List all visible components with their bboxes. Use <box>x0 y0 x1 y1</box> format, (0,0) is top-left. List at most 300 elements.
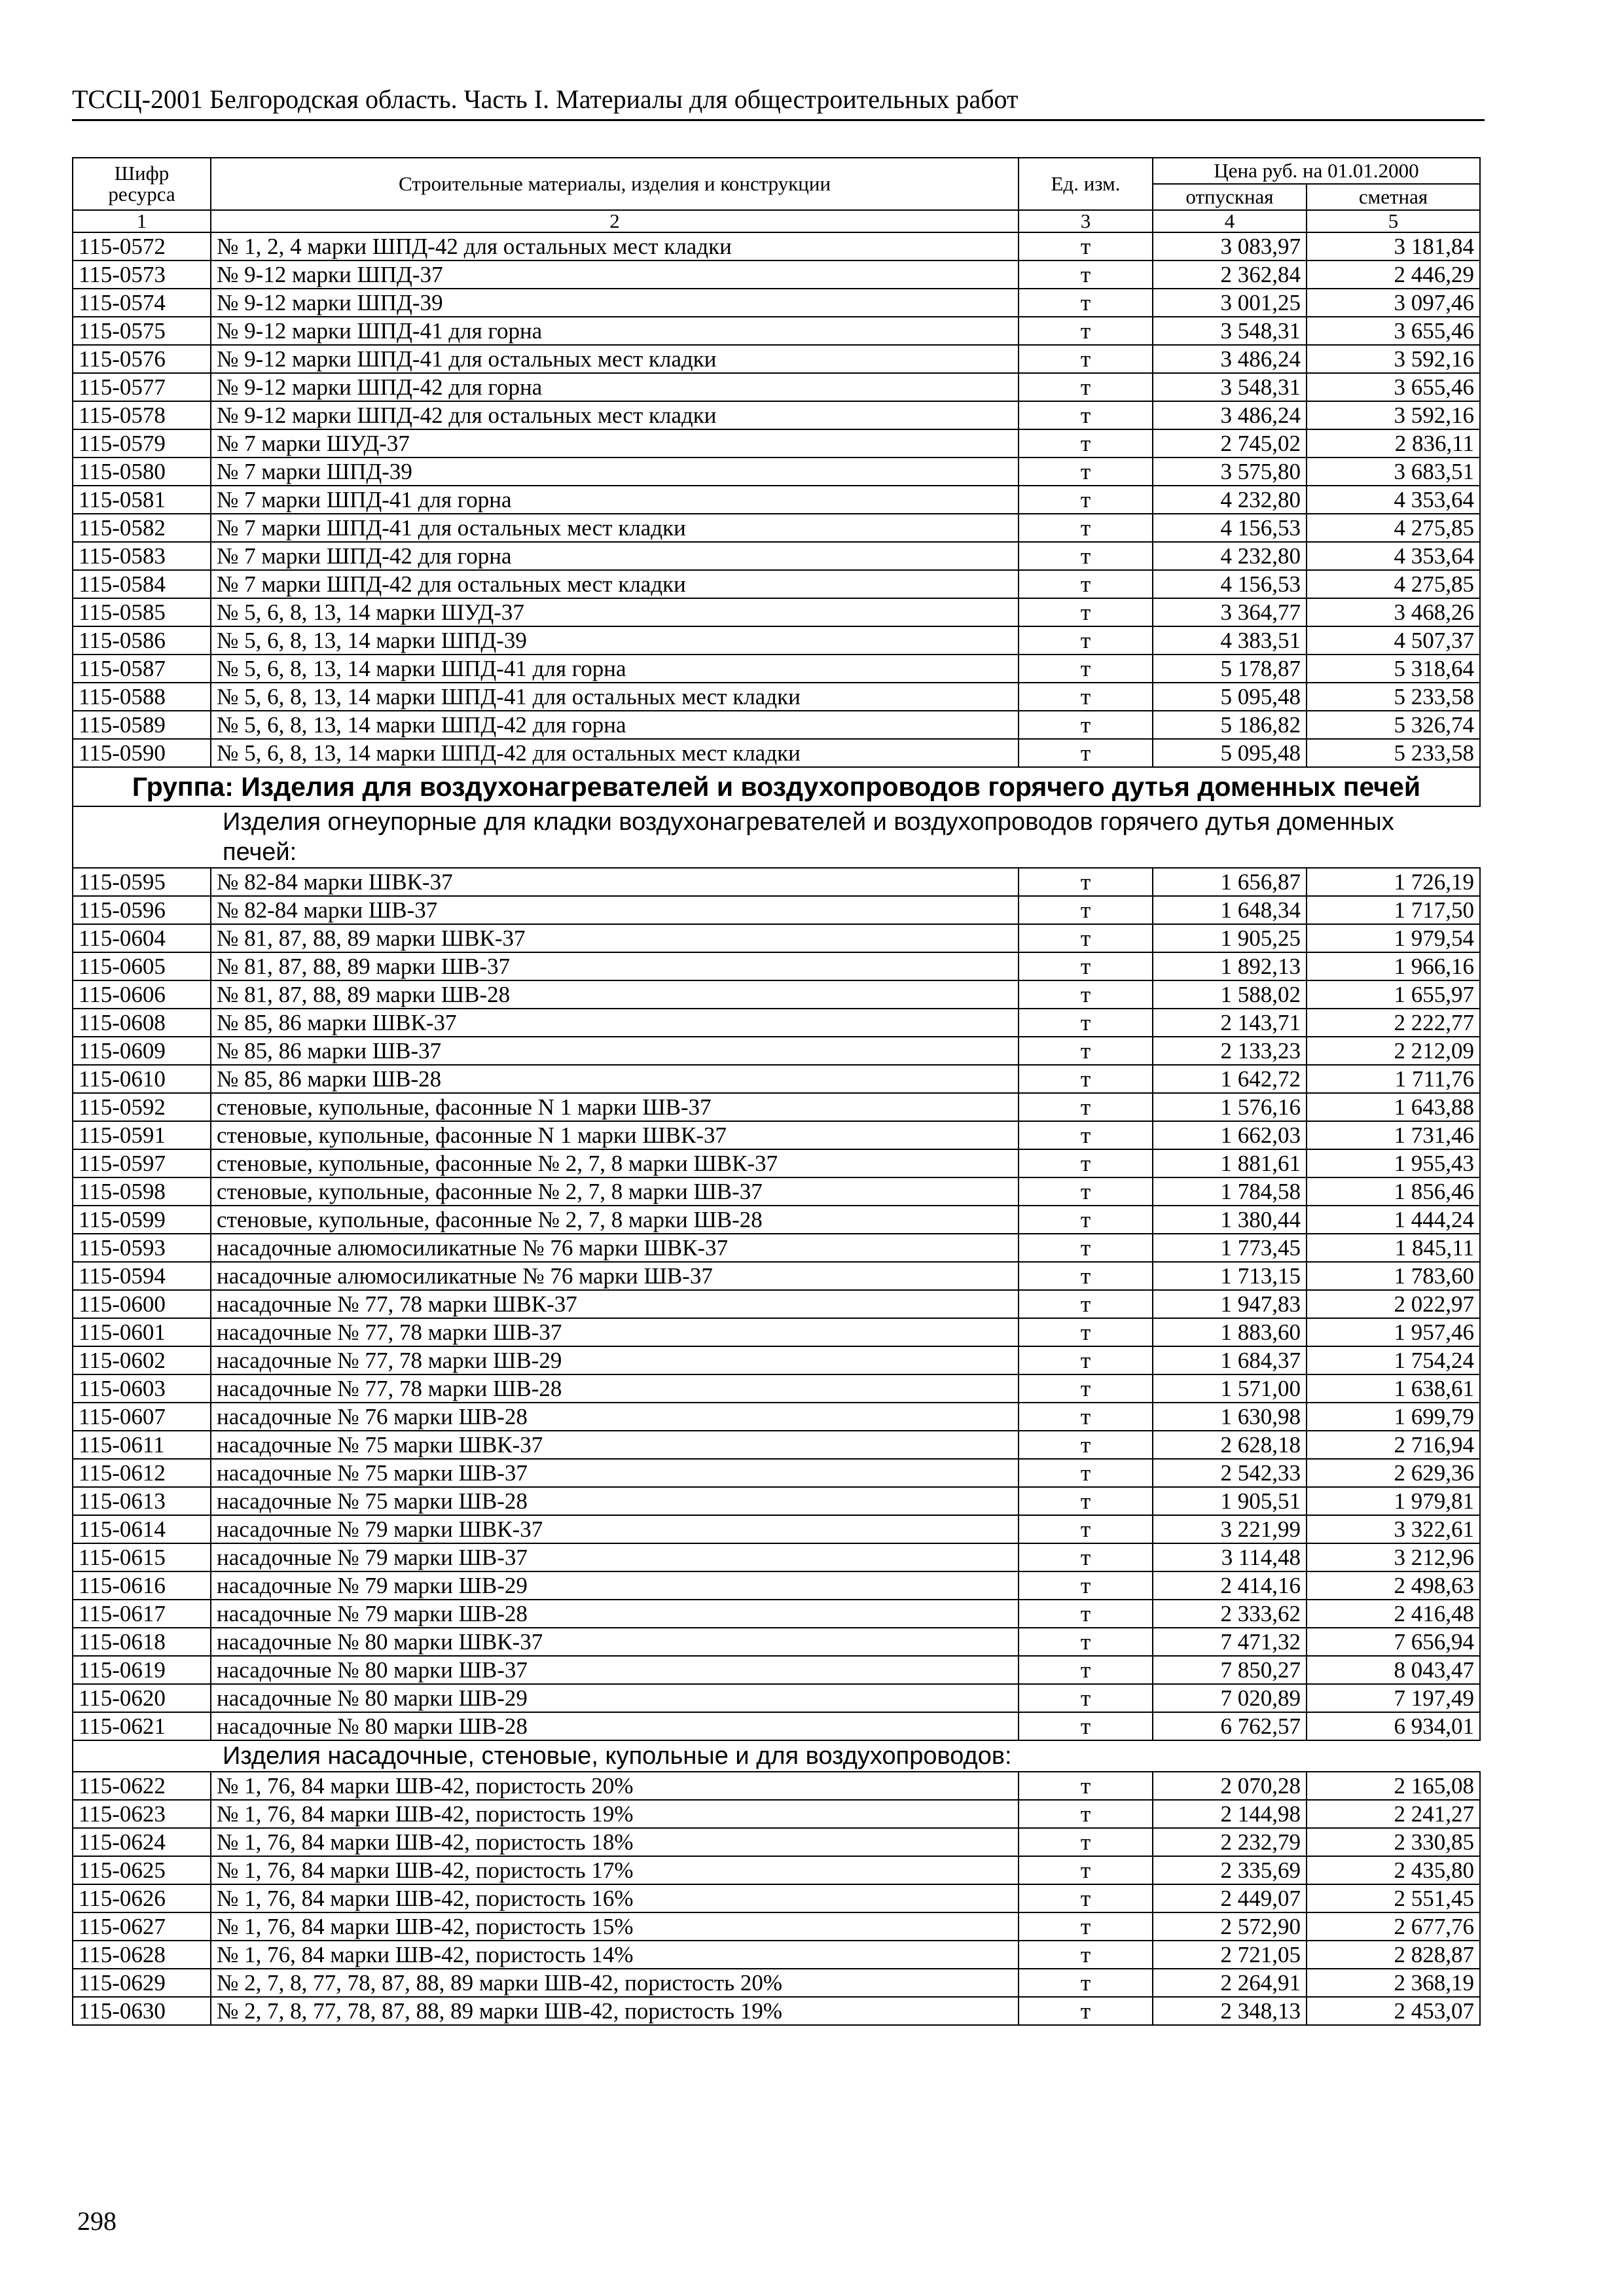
resource-code: 115-0574 <box>73 289 211 317</box>
resource-code: 115-0584 <box>73 570 211 598</box>
unit-cell: т <box>1019 1318 1153 1346</box>
price-estimate: 1 979,81 <box>1307 1487 1480 1515</box>
material-name: № 9-12 марки ШПД-41 для остальных мест кладки <box>211 345 1019 373</box>
price-estimate: 5 233,58 <box>1307 739 1480 767</box>
resource-code: 115-0612 <box>73 1459 211 1487</box>
unit-cell: т <box>1019 317 1153 345</box>
price-estimate: 3 655,46 <box>1307 317 1480 345</box>
resource-code: 115-0619 <box>73 1656 211 1684</box>
unit-cell: т <box>1019 1969 1153 1997</box>
material-name: № 7 марки ШПД-42 для горна <box>211 542 1019 570</box>
material-name: № 2, 7, 8, 77, 78, 87, 88, 89 марки ШВ-42, пористость 19% <box>211 1997 1019 2025</box>
unit-cell: т <box>1019 1065 1153 1093</box>
resource-code: 115-0630 <box>73 1997 211 2025</box>
resource-code: 115-0604 <box>73 924 211 952</box>
resource-code: 115-0588 <box>73 683 211 711</box>
unit-cell: т <box>1019 1515 1153 1543</box>
unit-cell: т <box>1019 1459 1153 1487</box>
resource-code: 115-0622 <box>73 1772 211 1800</box>
unit-cell: т <box>1019 598 1153 626</box>
price-estimate: 3 592,16 <box>1307 345 1480 373</box>
material-name: насадочные алюмосиликатные № 76 марки ШВ-37 <box>211 1262 1019 1290</box>
table-row <box>73 868 1480 896</box>
unit-cell: т <box>1019 952 1153 980</box>
material-name: насадочные алюмосиликатные № 76 марки ШВК-37 <box>211 1234 1019 1262</box>
resource-code: 115-0615 <box>73 1543 211 1571</box>
resource-code: 115-0596 <box>73 896 211 924</box>
unit-cell: т <box>1019 1037 1153 1065</box>
price-release: 2 414,16 <box>1153 1571 1307 1600</box>
resource-code: 115-0605 <box>73 952 211 980</box>
unit-cell: т <box>1019 401 1153 429</box>
table-row <box>73 260 1480 289</box>
price-release: 3 548,31 <box>1153 373 1307 401</box>
resource-code: 115-0599 <box>73 1206 211 1234</box>
resource-code: 115-0581 <box>73 486 211 514</box>
header-col-number: 4 <box>1153 210 1307 232</box>
unit-cell: т <box>1019 514 1153 542</box>
material-name: № 85, 86 марки ШВ-28 <box>211 1065 1019 1093</box>
resource-code: 115-0585 <box>73 598 211 626</box>
price-estimate: 2 165,08 <box>1307 1772 1480 1800</box>
price-estimate: 1 699,79 <box>1307 1403 1480 1431</box>
table-row <box>73 1941 1480 1969</box>
table-row <box>73 924 1480 952</box>
table-row <box>73 1997 1480 2025</box>
header-price-group: Цена руб. на 01.01.2000 <box>1153 158 1480 184</box>
price-release: 4 156,53 <box>1153 514 1307 542</box>
unit-cell: т <box>1019 289 1153 317</box>
unit-cell: т <box>1019 542 1153 570</box>
resource-code: 115-0579 <box>73 429 211 457</box>
resource-code: 115-0618 <box>73 1628 211 1656</box>
material-name: № 7 марки ШПД-39 <box>211 457 1019 486</box>
table-row <box>73 1543 1480 1571</box>
material-name: насадочные № 75 марки ШВК-37 <box>211 1431 1019 1459</box>
material-name: насадочные № 79 марки ШВ-29 <box>211 1571 1019 1600</box>
material-name: насадочные № 77, 78 марки ШВ-28 <box>211 1374 1019 1403</box>
price-estimate: 6 934,01 <box>1307 1712 1480 1740</box>
price-estimate: 5 326,74 <box>1307 711 1480 739</box>
resource-code: 115-0628 <box>73 1941 211 1969</box>
material-name: насадочные № 80 марки ШВ-28 <box>211 1712 1019 1740</box>
table-row <box>73 626 1480 655</box>
resource-code: 115-0600 <box>73 1290 211 1318</box>
material-name: № 81, 87, 88, 89 марки ШВ-37 <box>211 952 1019 980</box>
table-row <box>73 1009 1480 1037</box>
unit-cell: т <box>1019 486 1153 514</box>
material-name: насадочные № 75 марки ШВ-37 <box>211 1459 1019 1487</box>
price-release: 1 684,37 <box>1153 1346 1307 1374</box>
resource-code: 115-0611 <box>73 1431 211 1459</box>
price-estimate: 2 446,29 <box>1307 260 1480 289</box>
material-name: № 1, 76, 84 марки ШВ-42, пористость 16% <box>211 1884 1019 1912</box>
resource-code: 115-0602 <box>73 1346 211 1374</box>
price-estimate: 2 222,77 <box>1307 1009 1480 1037</box>
unit-cell: т <box>1019 1206 1153 1234</box>
resource-code: 115-0603 <box>73 1374 211 1403</box>
material-name: стеновые, купольные, фасонные N 1 марки ШВ-37 <box>211 1093 1019 1121</box>
material-name: стеновые, купольные, фасонные N 1 марки ШВК-37 <box>211 1121 1019 1149</box>
unit-cell: т <box>1019 1600 1153 1628</box>
resource-code: 115-0573 <box>73 260 211 289</box>
price-estimate: 1 643,88 <box>1307 1093 1480 1121</box>
table-row <box>73 739 1480 767</box>
material-name: стеновые, купольные, фасонные № 2, 7, 8 марки ШВ-28 <box>211 1206 1019 1234</box>
resource-code: 115-0594 <box>73 1262 211 1290</box>
price-estimate: 2 498,63 <box>1307 1571 1480 1600</box>
price-estimate: 1 444,24 <box>1307 1206 1480 1234</box>
header-col-number: 2 <box>211 210 1019 232</box>
unit-cell: т <box>1019 373 1153 401</box>
price-estimate: 2 629,36 <box>1307 1459 1480 1487</box>
table-row <box>73 1656 1480 1684</box>
table-row <box>73 1487 1480 1515</box>
price-release: 1 713,15 <box>1153 1262 1307 1290</box>
price-release: 4 232,80 <box>1153 486 1307 514</box>
material-name: насадочные № 77, 78 марки ШВК-37 <box>211 1290 1019 1318</box>
price-release: 1 571,00 <box>1153 1374 1307 1403</box>
price-release: 7 850,27 <box>1153 1656 1307 1684</box>
table-row <box>73 1318 1480 1346</box>
material-name: № 1, 76, 84 марки ШВ-42, пористость 19% <box>211 1800 1019 1828</box>
price-estimate: 2 416,48 <box>1307 1600 1480 1628</box>
page-number: 298 <box>77 2206 117 2236</box>
table-row <box>73 1571 1480 1600</box>
resource-code: 115-0575 <box>73 317 211 345</box>
unit-cell: т <box>1019 232 1153 260</box>
price-estimate: 1 711,76 <box>1307 1065 1480 1093</box>
unit-cell: т <box>1019 868 1153 896</box>
table-row <box>73 1459 1480 1487</box>
price-release: 3 083,97 <box>1153 232 1307 260</box>
material-name: насадочные № 80 марки ШВ-37 <box>211 1656 1019 1684</box>
table-row <box>73 1065 1480 1093</box>
price-estimate: 5 233,58 <box>1307 683 1480 711</box>
unit-cell: т <box>1019 1009 1153 1037</box>
price-release: 1 656,87 <box>1153 868 1307 896</box>
material-name: насадочные № 76 марки ШВ-28 <box>211 1403 1019 1431</box>
table-row <box>73 1884 1480 1912</box>
price-release: 3 575,80 <box>1153 457 1307 486</box>
unit-cell: т <box>1019 683 1153 711</box>
price-release: 1 881,61 <box>1153 1149 1307 1177</box>
price-estimate: 2 828,87 <box>1307 1941 1480 1969</box>
price-release: 4 383,51 <box>1153 626 1307 655</box>
price-release: 2 143,71 <box>1153 1009 1307 1037</box>
price-release: 2 348,13 <box>1153 1997 1307 2025</box>
price-release: 2 133,23 <box>1153 1037 1307 1065</box>
running-header: ТССЦ-2001 Белгородская область. Часть I. Материалы для общестроительных работ <box>72 84 1019 114</box>
unit-cell: т <box>1019 924 1153 952</box>
unit-cell: т <box>1019 260 1153 289</box>
price-release: 2 745,02 <box>1153 429 1307 457</box>
unit-cell: т <box>1019 1234 1153 1262</box>
table-row <box>73 1828 1480 1856</box>
unit-cell: т <box>1019 570 1153 598</box>
unit-cell: т <box>1019 1941 1153 1969</box>
unit-cell: т <box>1019 1997 1153 2025</box>
material-name: № 9-12 марки ШПД-37 <box>211 260 1019 289</box>
unit-cell: т <box>1019 1374 1153 1403</box>
price-estimate: 4 275,85 <box>1307 570 1480 598</box>
table-row <box>73 1628 1480 1656</box>
price-release: 1 905,25 <box>1153 924 1307 952</box>
price-release: 2 232,79 <box>1153 1828 1307 1856</box>
table-row <box>73 1037 1480 1065</box>
price-release: 2 449,07 <box>1153 1884 1307 1912</box>
header-col-number: 1 <box>73 210 211 232</box>
resource-code: 115-0590 <box>73 739 211 767</box>
table-row <box>73 952 1480 980</box>
subgroup-heading-row <box>73 806 1480 868</box>
price-estimate: 2 551,45 <box>1307 1884 1480 1912</box>
unit-cell: т <box>1019 1800 1153 1828</box>
price-estimate: 1 966,16 <box>1307 952 1480 980</box>
material-name: стеновые, купольные, фасонные № 2, 7, 8 марки ШВК-37 <box>211 1149 1019 1177</box>
price-release: 5 095,48 <box>1153 683 1307 711</box>
price-release: 3 221,99 <box>1153 1515 1307 1543</box>
price-estimate: 2 435,80 <box>1307 1856 1480 1884</box>
price-release: 5 095,48 <box>1153 739 1307 767</box>
resource-code: 115-0591 <box>73 1121 211 1149</box>
resource-code: 115-0586 <box>73 626 211 655</box>
price-release: 2 264,91 <box>1153 1969 1307 1997</box>
material-name: № 82-84 марки ШВ-37 <box>211 896 1019 924</box>
price-estimate: 2 241,27 <box>1307 1800 1480 1828</box>
table-row <box>73 1206 1480 1234</box>
price-estimate: 2 212,09 <box>1307 1037 1480 1065</box>
table-row <box>73 486 1480 514</box>
material-name: насадочные № 80 марки ШВК-37 <box>211 1628 1019 1656</box>
table-row <box>73 598 1480 626</box>
resource-code: 115-0621 <box>73 1712 211 1740</box>
resource-code: 115-0583 <box>73 542 211 570</box>
price-release: 1 883,60 <box>1153 1318 1307 1346</box>
price-release: 7 020,89 <box>1153 1684 1307 1712</box>
price-estimate: 2 022,97 <box>1307 1290 1480 1318</box>
material-name: № 81, 87, 88, 89 марки ШВК-37 <box>211 924 1019 952</box>
table-row <box>73 711 1480 739</box>
price-estimate: 1 638,61 <box>1307 1374 1480 1403</box>
resource-code: 115-0601 <box>73 1318 211 1346</box>
resource-code: 115-0625 <box>73 1856 211 1884</box>
subgroup-heading-row <box>73 1740 1480 1772</box>
header-code: Шифр ресурса <box>73 158 211 210</box>
price-release: 6 762,57 <box>1153 1712 1307 1740</box>
material-name: № 9-12 марки ШПД-39 <box>211 289 1019 317</box>
table-row <box>73 896 1480 924</box>
unit-cell: т <box>1019 1149 1153 1177</box>
material-name: № 7 марки ШУД-37 <box>211 429 1019 457</box>
unit-cell: т <box>1019 739 1153 767</box>
material-name: насадочные № 79 марки ШВК-37 <box>211 1515 1019 1543</box>
price-release: 1 642,72 <box>1153 1065 1307 1093</box>
price-estimate: 3 683,51 <box>1307 457 1480 486</box>
price-release: 1 576,16 <box>1153 1093 1307 1121</box>
resource-code: 115-0606 <box>73 980 211 1009</box>
resource-code: 115-0613 <box>73 1487 211 1515</box>
material-name: № 7 марки ШПД-42 для остальных мест кладки <box>211 570 1019 598</box>
price-estimate: 1 955,43 <box>1307 1149 1480 1177</box>
resource-code: 115-0593 <box>73 1234 211 1262</box>
price-release: 3 364,77 <box>1153 598 1307 626</box>
unit-cell: т <box>1019 1912 1153 1941</box>
price-estimate: 1 726,19 <box>1307 868 1480 896</box>
price-release: 2 070,28 <box>1153 1772 1307 1800</box>
price-release: 2 572,90 <box>1153 1912 1307 1941</box>
price-estimate: 3 097,46 <box>1307 289 1480 317</box>
price-release: 1 630,98 <box>1153 1403 1307 1431</box>
resource-code: 115-0595 <box>73 868 211 896</box>
resource-code: 115-0592 <box>73 1093 211 1121</box>
price-estimate: 2 716,94 <box>1307 1431 1480 1459</box>
table-row <box>73 345 1480 373</box>
resource-code: 115-0607 <box>73 1403 211 1431</box>
table-row <box>73 1121 1480 1149</box>
unit-cell: т <box>1019 1487 1153 1515</box>
table-body <box>73 232 1480 2025</box>
material-name: насадочные № 79 марки ШВ-28 <box>211 1600 1019 1628</box>
header-unit: Ед. изм. <box>1019 158 1153 210</box>
table-head <box>73 158 1480 232</box>
unit-cell: т <box>1019 1828 1153 1856</box>
resource-code: 115-0610 <box>73 1065 211 1093</box>
unit-cell: т <box>1019 1656 1153 1684</box>
price-estimate: 1 845,11 <box>1307 1234 1480 1262</box>
price-release: 2 144,98 <box>1153 1800 1307 1828</box>
resource-code: 115-0576 <box>73 345 211 373</box>
price-estimate: 3 181,84 <box>1307 232 1480 260</box>
price-estimate: 1 783,60 <box>1307 1262 1480 1290</box>
table-row <box>73 1600 1480 1628</box>
price-estimate: 5 318,64 <box>1307 655 1480 683</box>
material-name: насадочные № 77, 78 марки ШВ-29 <box>211 1346 1019 1374</box>
header-price-estimate: сметная <box>1307 184 1480 210</box>
price-release: 1 773,45 <box>1153 1234 1307 1262</box>
price-estimate: 1 957,46 <box>1307 1318 1480 1346</box>
unit-cell: т <box>1019 1543 1153 1571</box>
price-release: 1 662,03 <box>1153 1121 1307 1149</box>
table-row <box>73 1374 1480 1403</box>
price-estimate: 1 655,97 <box>1307 980 1480 1009</box>
table-row <box>73 401 1480 429</box>
price-estimate: 8 043,47 <box>1307 1656 1480 1684</box>
material-name: № 85, 86 марки ШВ-37 <box>211 1037 1019 1065</box>
price-release: 1 947,83 <box>1153 1290 1307 1318</box>
material-name: № 82-84 марки ШВК-37 <box>211 868 1019 896</box>
resource-code: 115-0608 <box>73 1009 211 1037</box>
unit-cell: т <box>1019 1093 1153 1121</box>
unit-cell: т <box>1019 1772 1153 1800</box>
price-estimate: 4 507,37 <box>1307 626 1480 655</box>
table-row <box>73 1515 1480 1543</box>
table-row <box>73 232 1480 260</box>
resource-code: 115-0598 <box>73 1177 211 1206</box>
resource-code: 115-0616 <box>73 1571 211 1600</box>
group-heading: Группа: Изделия для воздухонагревателей и воздухопроводов горячего дутья доменных печей <box>73 767 1480 806</box>
material-name: № 85, 86 марки ШВК-37 <box>211 1009 1019 1037</box>
table-row <box>73 1969 1480 1997</box>
price-release: 2 721,05 <box>1153 1941 1307 1969</box>
material-name: № 9-12 марки ШПД-41 для горна <box>211 317 1019 345</box>
material-name: № 5, 6, 8, 13, 14 марки ШУД-37 <box>211 598 1019 626</box>
material-name: № 9-12 марки ШПД-42 для горна <box>211 373 1019 401</box>
table-row <box>73 289 1480 317</box>
material-name: № 9-12 марки ШПД-42 для остальных мест кладки <box>211 401 1019 429</box>
price-release: 3 001,25 <box>1153 289 1307 317</box>
resource-code: 115-0589 <box>73 711 211 739</box>
resource-code: 115-0617 <box>73 1600 211 1628</box>
price-estimate: 3 655,46 <box>1307 373 1480 401</box>
price-release: 2 628,18 <box>1153 1431 1307 1459</box>
header-name: Строительные материалы, изделия и конструкции <box>211 158 1019 210</box>
table-row <box>73 429 1480 457</box>
price-estimate: 7 656,94 <box>1307 1628 1480 1656</box>
table-row <box>73 1912 1480 1941</box>
unit-cell: т <box>1019 1121 1153 1149</box>
price-estimate: 2 330,85 <box>1307 1828 1480 1856</box>
material-name: насадочные № 80 марки ШВ-29 <box>211 1684 1019 1712</box>
price-release: 5 186,82 <box>1153 711 1307 739</box>
price-release: 3 548,31 <box>1153 317 1307 345</box>
price-estimate: 1 754,24 <box>1307 1346 1480 1374</box>
price-estimate: 3 212,96 <box>1307 1543 1480 1571</box>
table-row <box>73 1403 1480 1431</box>
material-name: № 5, 6, 8, 13, 14 марки ШПД-41 для горна <box>211 655 1019 683</box>
resource-code: 115-0578 <box>73 401 211 429</box>
price-estimate: 7 197,49 <box>1307 1684 1480 1712</box>
table-row <box>73 1290 1480 1318</box>
header-col-number: 5 <box>1307 210 1480 232</box>
material-name: № 1, 2, 4 марки ШПД-42 для остальных мест кладки <box>211 232 1019 260</box>
price-release: 3 486,24 <box>1153 401 1307 429</box>
header-col-number: 3 <box>1019 210 1153 232</box>
table-row <box>73 1262 1480 1290</box>
material-name: № 5, 6, 8, 13, 14 марки ШПД-41 для остальных мест кладки <box>211 683 1019 711</box>
price-estimate: 4 275,85 <box>1307 514 1480 542</box>
price-release: 1 380,44 <box>1153 1206 1307 1234</box>
table-row <box>73 514 1480 542</box>
resource-code: 115-0620 <box>73 1684 211 1712</box>
resource-code: 115-0627 <box>73 1912 211 1941</box>
material-name: № 5, 6, 8, 13, 14 марки ШПД-39 <box>211 626 1019 655</box>
price-estimate: 3 592,16 <box>1307 401 1480 429</box>
price-release: 1 784,58 <box>1153 1177 1307 1206</box>
subgroup-heading: Изделия насадочные, стеновые, купольные и для воздухопроводов: <box>73 1740 1480 1772</box>
table-row <box>73 655 1480 683</box>
material-name: насадочные № 75 марки ШВ-28 <box>211 1487 1019 1515</box>
price-release: 4 156,53 <box>1153 570 1307 598</box>
header-price-release: отпускная <box>1153 184 1307 210</box>
resource-code: 115-0624 <box>73 1828 211 1856</box>
price-release: 1 588,02 <box>1153 980 1307 1009</box>
price-estimate: 3 468,26 <box>1307 598 1480 626</box>
unit-cell: т <box>1019 655 1153 683</box>
table-row <box>73 683 1480 711</box>
price-estimate: 1 717,50 <box>1307 896 1480 924</box>
price-estimate: 2 453,07 <box>1307 1997 1480 2025</box>
unit-cell: т <box>1019 1571 1153 1600</box>
table-row <box>73 570 1480 598</box>
group-heading-row <box>73 767 1480 806</box>
material-name: № 1, 76, 84 марки ШВ-42, пористость 18% <box>211 1828 1019 1856</box>
resource-code: 115-0623 <box>73 1800 211 1828</box>
price-release: 1 905,51 <box>1153 1487 1307 1515</box>
material-name: № 2, 7, 8, 77, 78, 87, 88, 89 марки ШВ-42, пористость 20% <box>211 1969 1019 1997</box>
unit-cell: т <box>1019 1628 1153 1656</box>
table-row <box>73 1856 1480 1884</box>
